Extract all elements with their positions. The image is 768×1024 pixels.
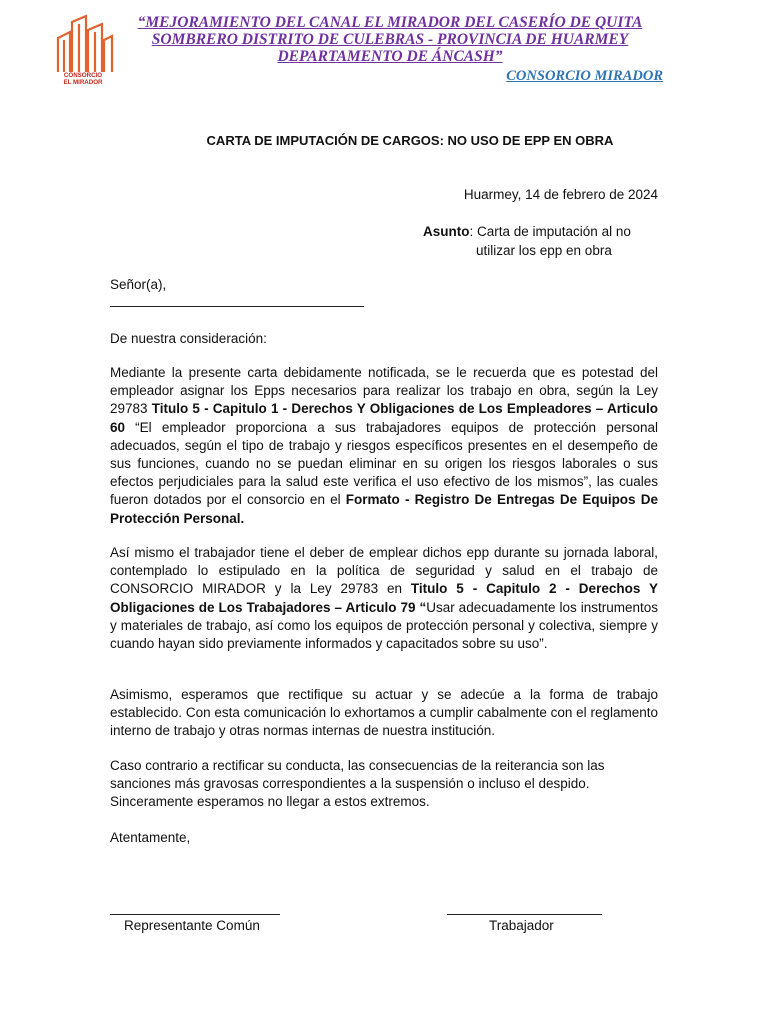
project-title-line: “MEJORAMIENTO DEL CANAL EL MIRADOR DEL CASERÍO DE QUITA (137, 14, 643, 31)
company-name: CONSORCIO MIRADOR (506, 68, 663, 84)
p2-text-1: Así mismo el trabajador tiene el deber de emplear dichos epp durante su jornada laboral, contemplado lo estipulado en la política de seguridad y salud en el trabajo de CONSORCIO MIRADOR y la Ley 29783 en (110, 545, 658, 597)
p1-text-1: Mediante la presente carta debidamente notificada, se le recuerda que es potestad del empleador asignar los Epps necesarios para realizar los trabajo en obra, según la Ley 29783 (110, 365, 658, 417)
paragraph-1 (110, 364, 658, 528)
p1-bold-1: Titulo 5 - Capitulo 1 - Derechos Y Obligaciones de Los Empleadores – Articulo 60 (110, 401, 658, 435)
p2-bold-1: Titulo 5 - Capitulo 2 - Derechos Y Obligaciones de Los Trabajadores – Articulo 79 “ (110, 581, 658, 615)
paragraph-2 (110, 544, 658, 653)
p1-bold-2: Formato - Registro De Entregas De Equipos De Protección Personal. (110, 492, 658, 526)
subject-line-2: utilizar los epp en obra (476, 243, 612, 258)
signature-label-left: Representante Común (124, 918, 260, 933)
p1-text-2: “El empleador proporciona a sus trabajadores equipos de protección personal adecuados, según el tipo de trabajo y riesgos específicos presentes en el desempeño de sus funciones, cuando no se puedan eliminar en su origen los riesgos laborales o sus efectos perjudiciales para la salud este verifica el uso efectivo de los mismos”, las cuales fueron dotados por el consorcio en el (110, 419, 658, 508)
signature-label-right: Trabajador (489, 918, 554, 933)
salutation-block (110, 276, 658, 307)
letter-subject (423, 222, 631, 260)
letter-date: Huarmey, 14 de febrero de 2024 (463, 187, 658, 202)
signature-line-right (447, 914, 602, 915)
salutation: Señor(a), (110, 277, 167, 292)
greeting: De nuestra consideración: (110, 331, 267, 346)
company-logo (46, 14, 120, 88)
p2-text-2: Usar adecuadamente los instrumentos y materiales de trabajo, así como los equipos de protección personal y colectiva, siempre y cuando hayan sido previamente informados y capacitados sobre su uso”. (110, 599, 659, 652)
paragraph-4: Caso contrario a rectificar su conducta, las consecuencias de la reiterancia son las sanciones más gravosas correspondientes a la suspensión o incluso el despido. Sinceramente esperamos no llegar a estos extremos. (110, 758, 605, 810)
closing: Atentamente, (110, 830, 191, 845)
logo-caption-1: CONSORCIO (63, 72, 103, 79)
letter-title: CARTA DE IMPUTACIÓN DE CARGOS: NO USO DE EPP EN OBRA (206, 133, 614, 148)
project-title-line: SOMBRERO DISTRITO DE CULEBRAS - PROVINCIA DE HUARMEY (151, 31, 629, 48)
paragraph-3: Asimismo, esperamos que rectifique su actuar y se adecúe a la forma de trabajo establecido. Con esta comunicación lo exhortamos a cumplir cabalmente con el reglamento interno de trabajo y otras normas internas de nuestra institución. (110, 687, 658, 739)
recipient-blank-line (110, 306, 364, 307)
logo-caption-2: EL MIRADOR (63, 79, 103, 86)
subject-label: Asunto (423, 224, 470, 239)
building-logo-icon (46, 14, 120, 74)
signature-line-left (110, 914, 280, 915)
project-title (130, 14, 650, 65)
project-title-line: DEPARTAMENTO DE ÁNCASH” (277, 48, 503, 65)
subject-line-1: : Carta de imputación al no (469, 224, 631, 239)
